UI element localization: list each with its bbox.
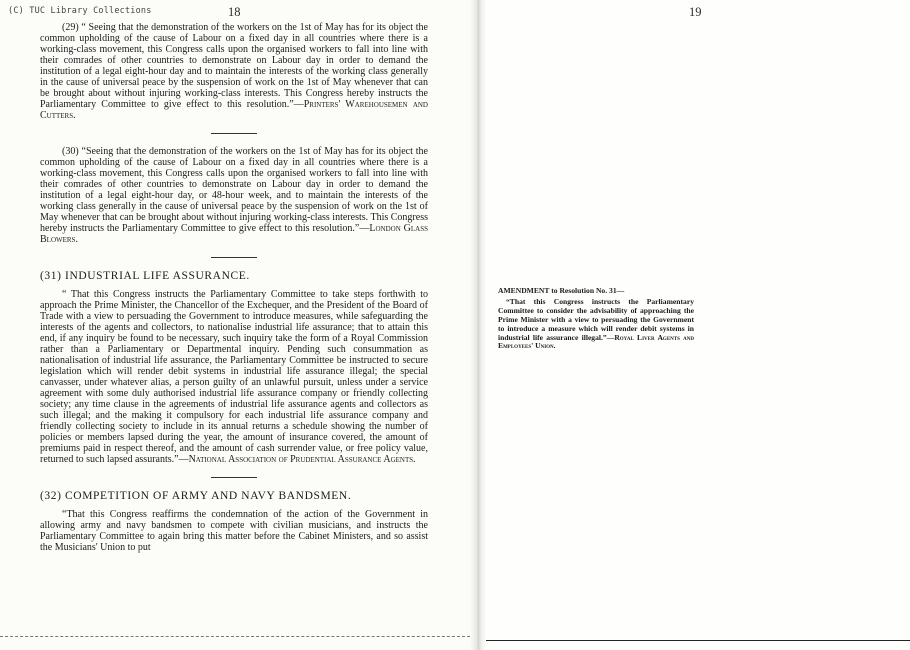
- page-number-left: 18: [228, 5, 241, 19]
- book-gutter: [470, 0, 486, 650]
- section-divider: [211, 133, 257, 134]
- left-column: [40, 22, 428, 553]
- page-number-right: 19: [689, 5, 702, 19]
- resolution-31-text: “ That this Congress instructs the Parliamentary Committee to take steps forthwith to approach the Prime Minister, the Chancellor of the Exchequer, and the President of the Board of Trade with a view to persuading the Government to introduce measures, while safeguarding the interests of the agents and collectors, to nationalise industrial life assurance; that to attain this end, if any inquiry be found to be necessary, such inquiry take the form of a Royal Commission rather than a Parliamentary or Departmental inquiry. Pending such consummation as nationalisation of industrial life assurance, the Parliamentary Committee be instructed to secure legislation which will render debit systems in industrial life assurance illegal; the special canvasser, under whatever alias, a person guilty of an unlawful pursuit, unless under a service agreement with some duly authorised industrial life assurance company or friendly collecting society; any time clause in the agreements of industrial life assurance agents and collectors as such illegal; and the making it compulsory for each industrial life assurance company and friendly collecting society to include in its annual returns a schedule showing the number of policies or members lapsed during the year, the amount of insurance covered, the amount of premiums paid in respect thereof, and the amount of cash surrender value, or free policy value, returned to such lapsed assurants.”—: [40, 289, 428, 465]
- amendment-title: AMENDMENT to Resolution No. 31—: [498, 286, 625, 295]
- resolution-29-source: Printers' Warehousemen and Cutters.: [40, 99, 428, 121]
- resolution-29-text: (29) “ Seeing that the demonstration of the workers on the 1st of May has for its object the common upholding of the cause of Labour on a fixed day in all countries where there is a working-class movement, this Congress calls upon the organised workers to fall into line with their comrades of other countries to demonstrate on Labour day in order to demand the institution of a legal eight-hour day and to maintain the interests of the working class generally in the cause of universal peace by the suspension of work on the 1st of May whenever that can be brought about without injuring working-class interests. This Congress hereby instructs the Parliamentary Committee to give effect to this resolution.”—: [40, 22, 428, 110]
- resolution-31: [40, 289, 428, 465]
- section-divider: [211, 477, 257, 478]
- resolution-31-heading: (31) INDUSTRIAL LIFE ASSURANCE.: [40, 270, 250, 282]
- right-page-bottom-edge: [486, 640, 910, 642]
- amendment-block: [498, 287, 694, 351]
- resolution-32-heading: (32) COMPETITION OF ARMY AND NAVY BANDSMEN.: [40, 490, 352, 502]
- resolution-30-source: London Glass Blowers.: [40, 223, 428, 245]
- amendment-text: “That this Congress instructs the Parliamentary Committee to consider the advisability of approaching the Prime Minister with a view to persuading the Government to introduce a measure which will render debit systems in industrial life assurance illegal.”—: [498, 296, 694, 342]
- left-page-bottom-edge: [0, 636, 470, 638]
- resolution-30-text: (30) “Seeing that the demonstration of the workers on the 1st of May has for its object the common upholding of the cause of Labour on a fixed day in all countries where there is a working-class movement, this Congress calls upon the organised workers to fall into line with their comrades of other countries to demonstrate on Labour day in order to demand the institution of a legal eight-hour day, or 48-hour week, and to maintain the interests of the working class generally in the cause of universal peace by the suspension of work on the 1st of May whenever that can be brought about without injuring working-class interests. This Congress hereby instructs the Parliamentary Committee to give effect to this resolution.”—: [40, 146, 428, 234]
- amendment-source: Royal Liver Agents and Employees' Union.: [498, 332, 694, 351]
- section-divider: [211, 257, 257, 258]
- resolution-32: [40, 509, 428, 553]
- amendment-body: [498, 298, 694, 351]
- resolution-32-text: “That this Congress reaffirms the condemnation of the action of the Government in allowing army and navy bandsmen to compete with civilian musicians, and instructs the Parliamentary Committee to again bring this matter before the Cabinet Ministers, and so assist the Musicians' Union to put: [40, 509, 428, 553]
- watermark: (C) TUC Library Collections: [8, 6, 152, 16]
- resolution-29: [40, 22, 428, 121]
- resolution-30: [40, 146, 428, 245]
- resolution-31-source: National Association of Prudential Assurance Agents.: [188, 454, 416, 465]
